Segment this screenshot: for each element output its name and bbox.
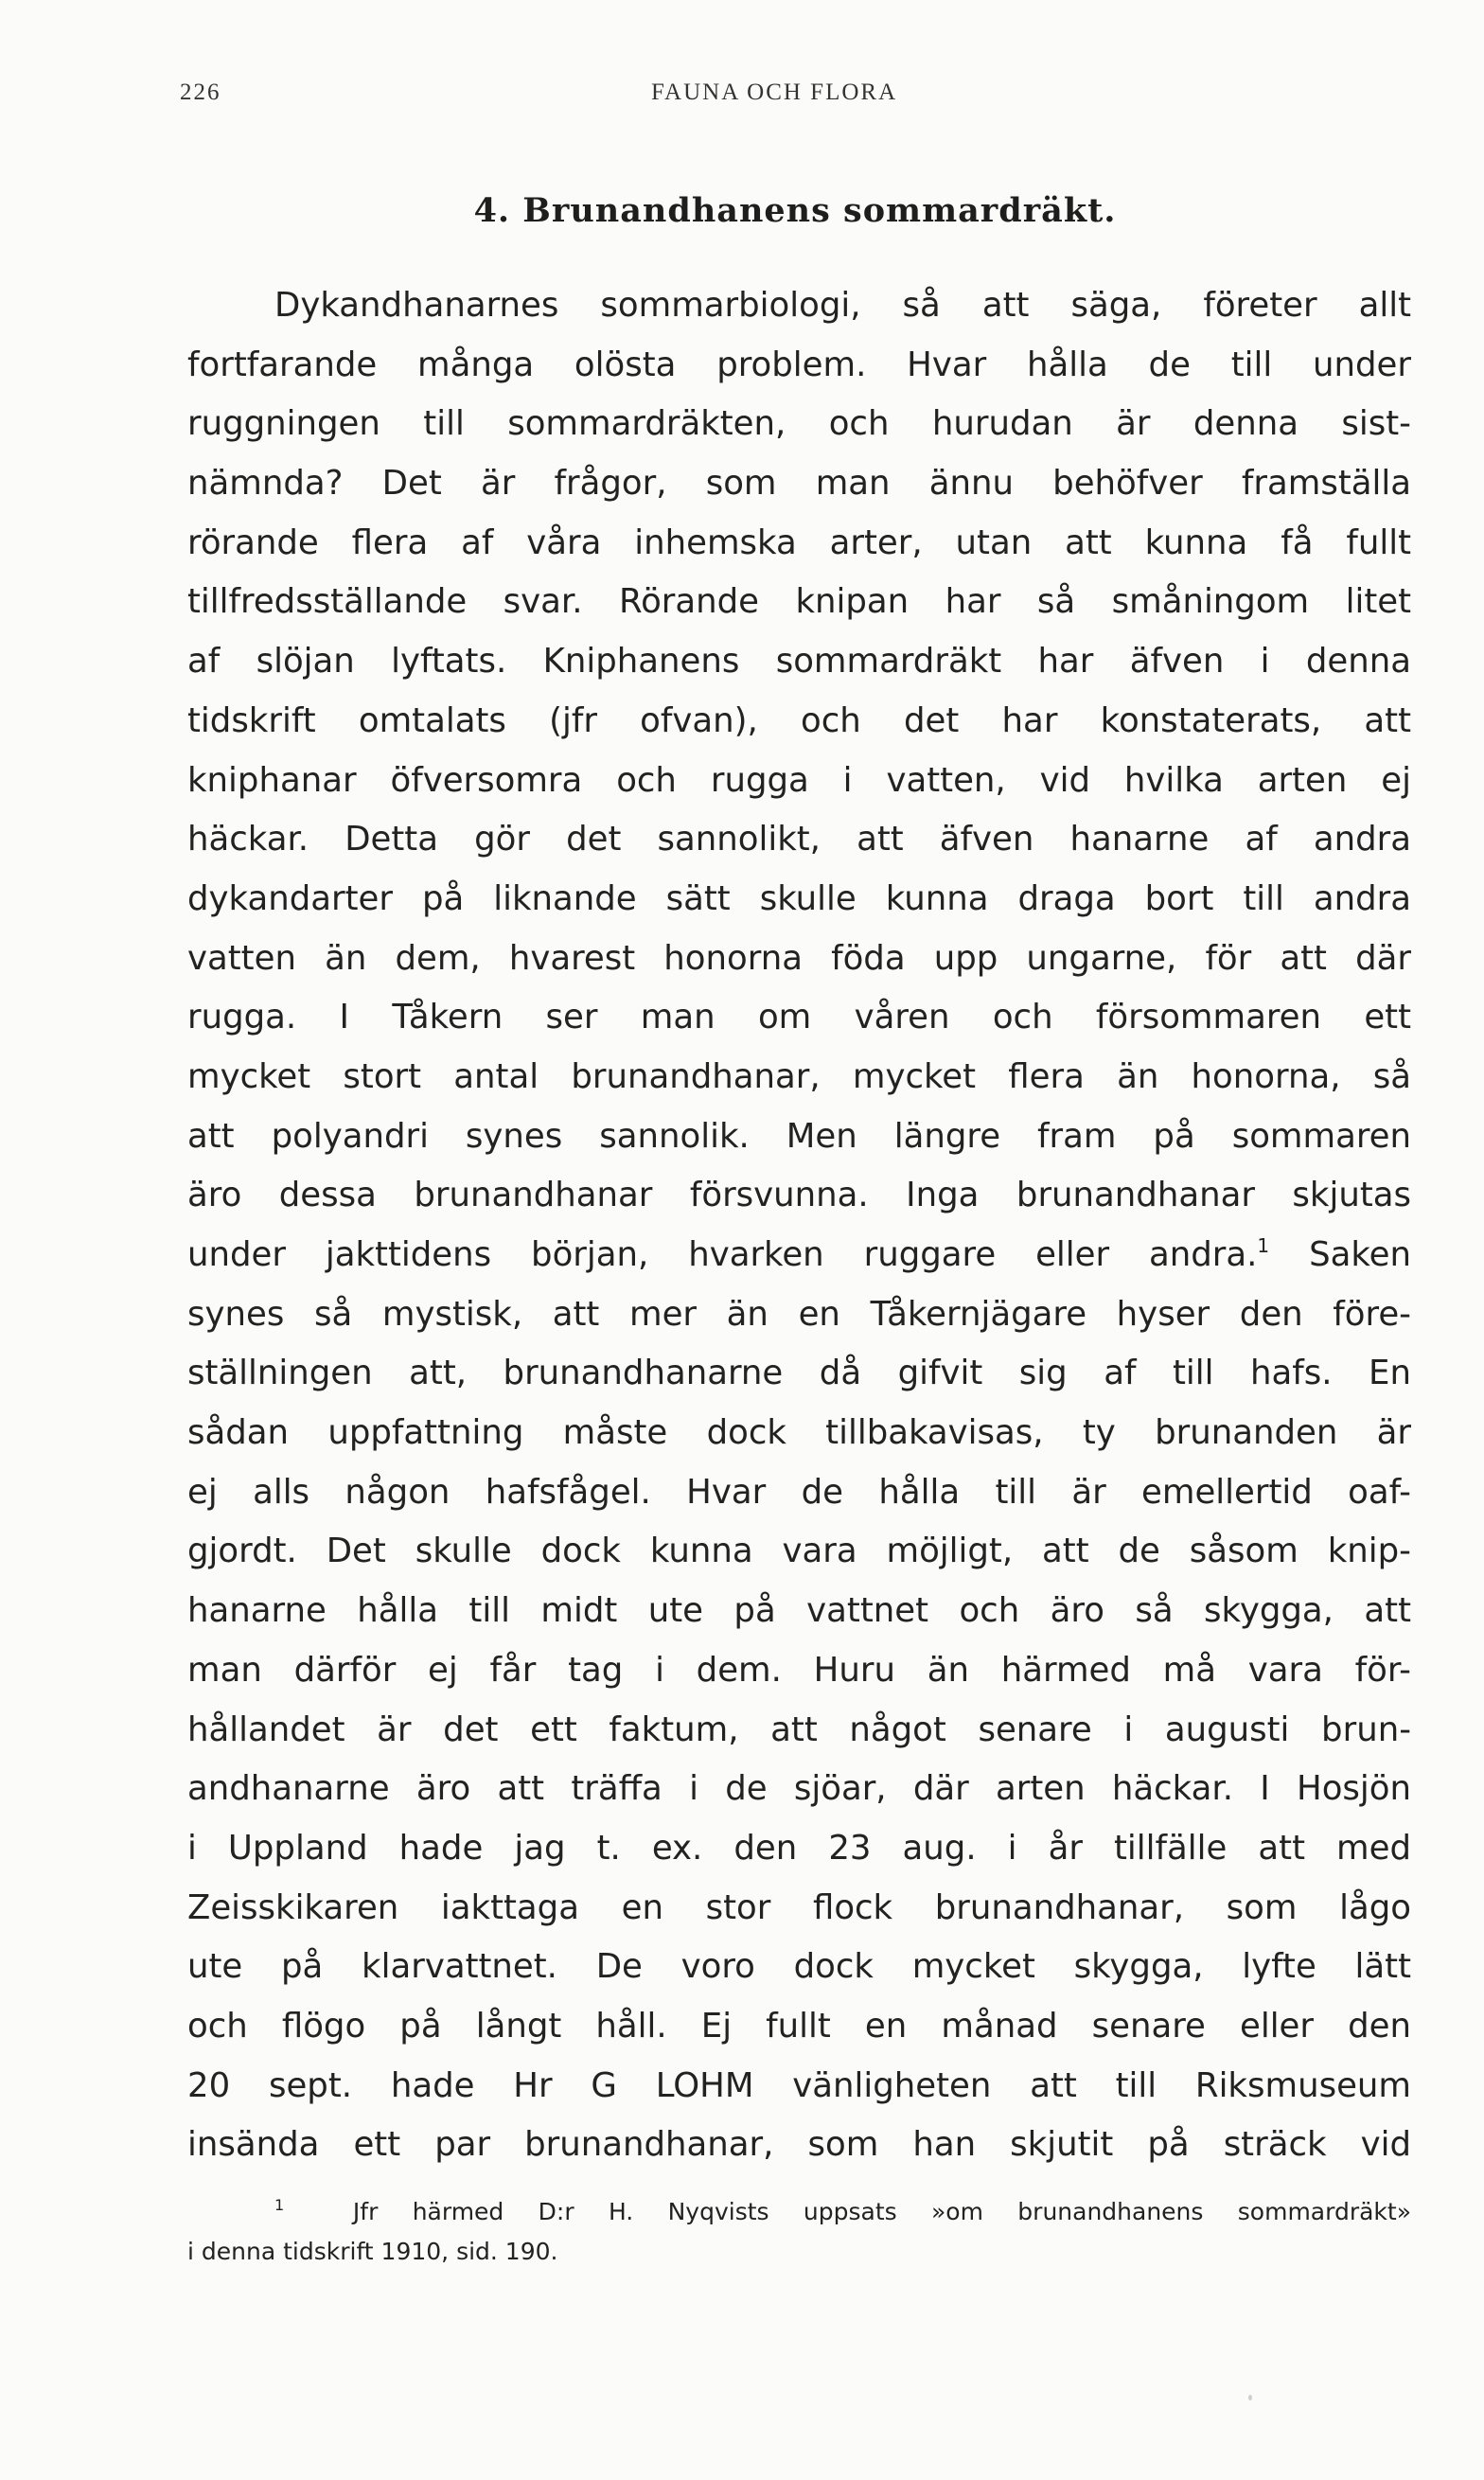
text-line: sådan uppfattning måste dock tillbakavisas, ty brunanden är — [187, 1413, 1411, 1453]
text-line: dykandarter på liknande sätt skulle kunna draga bort till andra — [187, 878, 1411, 918]
section-heading: 4. Brunandhanens sommardräkt. — [473, 191, 1117, 230]
text-line: ställningen att, brunandhanarne då gifvit sig af till hafs. En — [187, 1354, 1411, 1393]
footnote-divider — [187, 2183, 1411, 2184]
text-line: tidskrift omtalats (jfr ofvan), och det har konstaterats, att — [187, 700, 1411, 740]
text-line: i Uppland hade jag t. ex. den 23 aug. i år tillfälle att med — [187, 1828, 1411, 1868]
text-line: hanarne hålla till midt ute på vattnet och äro så skygga, att — [187, 1591, 1411, 1631]
text-line: af slöjan lyftats. Kniphanens sommardräkt har äfven i denna — [187, 642, 1411, 682]
text-line: kniphanar öfversomra och rugga i vatten, vid hvilka arten ej — [187, 760, 1411, 800]
running-head — [180, 80, 1410, 117]
journal-title: FAUNA OCH FLORA — [651, 80, 898, 105]
text-line: synes så mystisk, att mer än en Tåkernjägare hyser den före- — [187, 1294, 1411, 1334]
text-line: och flögo på långt håll. Ej fullt en månad senare eller den — [187, 2006, 1411, 2046]
footnote-ref-marker: 1 — [1257, 1234, 1270, 1257]
text-line: man därför ej får tag i dem. Huru än härmed må vara för- — [187, 1650, 1411, 1690]
text-line: hållandet är det ett faktum, att något senare i augusti brun- — [187, 1709, 1411, 1749]
text-line-with-footnote-ref — [187, 1226, 1411, 1285]
footnote-line — [187, 2192, 1411, 2232]
text-line: ruggningen till sommardräkten, och hurudan är denna sist- — [187, 404, 1411, 444]
text-line: rugga. I Tåkern ser man om våren och försommaren ett — [187, 998, 1411, 1037]
text-line: Zeisskikaren iakttaga en stor flock brunandhanar, som lågo — [187, 1887, 1411, 1927]
text-line: insända ett par brunandhanar, som han skjutit på sträck vid — [187, 2125, 1411, 2165]
text-line: ej alls någon hafsfågel. Hvar de hålla till är emellertid oaf- — [187, 1472, 1411, 1512]
footnote-line: i denna tidskrift 1910, sid. 190. — [187, 2238, 558, 2265]
text-line: tillfredsställande svar. Rörande knipan har så småningom litet — [187, 582, 1411, 622]
footnote-marker: 1 — [274, 2196, 285, 2214]
body-text — [187, 276, 1411, 2175]
text-line: nämnda? Det är frågor, som man ännu behöfver framställa — [187, 464, 1411, 504]
line-text: under jakttidens början, hvarken ruggare eller andra. — [187, 1235, 1258, 1274]
text-line: vatten än dem, hvarest honorna föda upp ungarne, för att där — [187, 938, 1411, 978]
footnote-text: Jfr härmed D:r H. Nyqvists uppsats »om brunandhanens sommardräkt» — [352, 2198, 1411, 2225]
text-line: äro dessa brunandhanar försvunna. Inga brunandhanar skjutas — [187, 1176, 1411, 1215]
text-line: häckar. Detta gör det sannolikt, att äfven hanarne af andra — [187, 820, 1411, 859]
text-line: ute på klarvattnet. De voro dock mycket skygga, lyfte lätt — [187, 1947, 1411, 1987]
text-line: fortfarande många olösta problem. Hvar hålla de till under — [187, 345, 1411, 384]
page-number: 226 — [180, 80, 221, 105]
text-line: rörande flera af våra inhemska arter, utan att kunna få fullt — [187, 523, 1411, 562]
text-line: gjordt. Det skulle dock kunna vara möjligt, att de såsom knip- — [187, 1532, 1411, 1571]
text-line: mycket stort antal brunandhanar, mycket flera än honorna, så — [187, 1056, 1411, 1096]
text-line: att polyandri synes sannolik. Men längre fram på sommaren — [187, 1116, 1411, 1156]
paper-speck — [1248, 2395, 1252, 2400]
line-text-continued: Saken — [1269, 1235, 1411, 1274]
text-line: Dykandhanarnes sommarbiologi, så att säga, företer allt — [274, 286, 1411, 325]
text-line: andhanarne äro att träffa i de sjöar, där arten häckar. I Hosjön — [187, 1769, 1411, 1809]
footnote — [187, 2192, 1411, 2272]
text-line: 20 sept. hade Hr G LOHM vänligheten att till Riksmuseum — [187, 2065, 1411, 2105]
